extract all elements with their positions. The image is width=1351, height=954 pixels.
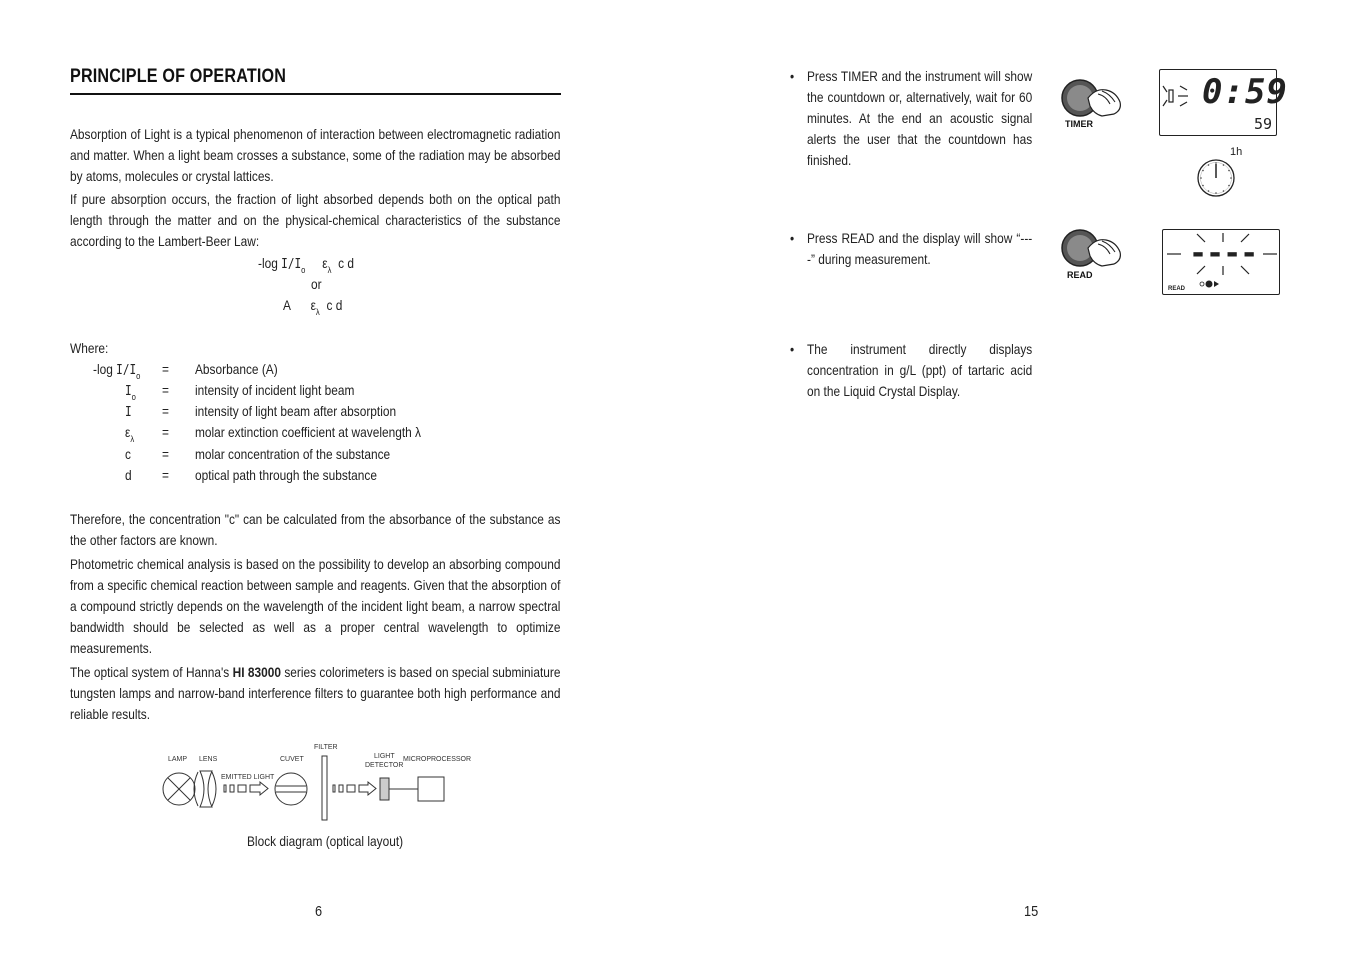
- where-row: $\varepsilon_\lambda$: [125, 424, 135, 444]
- clock-illustration: [1196, 146, 1252, 196]
- clock-icon: [1196, 152, 1238, 198]
- where-row: $I_o$: [125, 384, 136, 402]
- timer-lcd-digits: 0:59: [1202, 72, 1288, 112]
- diagram-label-microprocessor: MICROPROCESSOR: [403, 756, 472, 763]
- lambert-beer-equation-2: A $\varepsilon_\lambda$ c d: [283, 297, 343, 317]
- where-description: intensity of incident light beam: [195, 382, 355, 398]
- read-lcd-tag: READ: [1168, 286, 1186, 292]
- diagram-label-filter: FILTER: [314, 744, 338, 751]
- read-lcd-dashes: ----: [1189, 236, 1258, 271]
- detector-icon: [380, 778, 389, 800]
- diagram-label-cuvet: CUVET: [280, 756, 304, 763]
- where-description: molar concentration of the substance: [195, 446, 391, 462]
- page-number-left: 6: [315, 903, 323, 920]
- where-row: c: [125, 446, 131, 462]
- equals-sign: =: [162, 467, 169, 483]
- timer-lcd-seconds: 59: [1253, 115, 1272, 133]
- where-row: I: [125, 405, 132, 420]
- step-text: Press TIMER and the instrument will show the countdown or, alternatively, wait for 60 minutes. At the end an acoustic signal alerts the user that the countdown has finished.: [807, 68, 1033, 168]
- therefore-paragraph: Therefore, the concentration "c" can be calculated from the absorbance of the substance as the other factors are known.: [70, 511, 561, 548]
- timer-lcd-display: [1159, 69, 1288, 136]
- equals-sign: =: [162, 446, 169, 462]
- where-label: Where:: [70, 340, 109, 356]
- diagram-graphic: [150, 740, 490, 825]
- equation-or: or: [311, 276, 322, 292]
- lambert-beer-equation-1: -log $I/I_o$ $\varepsilon_\lambda$ c d: [258, 255, 355, 275]
- step-read: [790, 228, 1032, 270]
- optical-system-paragraph: The optical system of Hanna's HI 83000 series colorimeters is based on special subminiature tungsten lamps and narrow-band interference filters to guarantee both high performance and reliable results.: [70, 664, 561, 722]
- page-number-right: 15: [1024, 903, 1039, 920]
- where-description: optical path through the substance: [195, 467, 377, 483]
- cuvet-icon: [275, 773, 307, 805]
- where-row: -log $I/I_o$: [93, 361, 141, 381]
- where-description: intensity of light beam after absorption: [195, 403, 397, 419]
- step-display: [790, 339, 1032, 402]
- equals-sign: =: [162, 361, 169, 377]
- diagram-caption: Block diagram (optical layout): [247, 833, 404, 849]
- hand-press-icon: [1058, 76, 1128, 124]
- diagram-label-detector: DETECTOR: [365, 762, 404, 769]
- optical-block-diagram: [150, 740, 490, 825]
- clock-label: 1h: [1230, 146, 1243, 158]
- bullet-icon: •: [790, 341, 795, 357]
- timer-button-label: TIMER: [1065, 119, 1093, 129]
- bullet-icon: •: [790, 230, 795, 246]
- step-text: The instrument directly displays concentration in g/L (ppt) of tartaric acid on the Liquid Crystal Display.: [807, 341, 1033, 399]
- diagram-label-emitted-light: EMITTED LIGHT: [221, 774, 275, 781]
- lamp-status-icon: [1199, 279, 1221, 289]
- bullet-icon: •: [790, 68, 795, 84]
- step-text: Press READ and the display will show “----” during measurement.: [807, 230, 1033, 267]
- lens-icon: [200, 771, 212, 807]
- step-timer: [790, 66, 1032, 171]
- diagram-label-light: LIGHT: [374, 753, 395, 760]
- intro-paragraph-1: Absorption of Light is a typical phenomenon of interaction between electromagnetic radiation and matter. When a light beam crosses a substance, some of the radiation may be absorbed by atoms, molecules or crystal lattices.: [70, 126, 561, 184]
- where-row: d: [125, 467, 132, 483]
- where-description: molar extinction coefficient at wavelength λ: [195, 424, 422, 440]
- equals-sign: =: [162, 424, 169, 440]
- diagram-label-lamp: LAMP: [168, 756, 188, 763]
- read-lcd-display: [1162, 229, 1280, 295]
- microprocessor-icon: [418, 777, 444, 801]
- filter-icon: [322, 756, 327, 820]
- model-name: HI 83000: [232, 664, 281, 680]
- analysis-section: [70, 509, 560, 727]
- photometric-paragraph: Photometric chemical analysis is based on the possibility to develop an absorbing compound from a specific chemical reaction between sample and reagents. Given that the absorption of a compound strictly depends on the wavelength of the incident light beam, a narrow spectral bandwidth should be selected as well as a proper central wavelength to optimize measurements.: [70, 556, 561, 656]
- page-title: PRINCIPLE OF OPERATION: [70, 66, 287, 87]
- hand-press-icon: [1058, 228, 1128, 276]
- intro-section: [70, 124, 560, 254]
- read-button-label: READ: [1067, 270, 1093, 280]
- equals-sign: =: [162, 403, 169, 419]
- intro-paragraph-2: If pure absorption occurs, the fraction of light absorbed depends both on the optical path length through the matter and on the physical-chemical characteristics of the substance according to the Lambert-Beer Law:: [70, 191, 561, 249]
- timer-button: [1058, 76, 1128, 132]
- read-button: [1058, 228, 1128, 284]
- where-description: Absorbance (A): [195, 361, 278, 377]
- equals-sign: =: [162, 382, 169, 398]
- title-rule: [70, 93, 561, 95]
- diagram-label-lens: LENS: [199, 756, 218, 763]
- flashing-rays-icon: [1160, 76, 1208, 126]
